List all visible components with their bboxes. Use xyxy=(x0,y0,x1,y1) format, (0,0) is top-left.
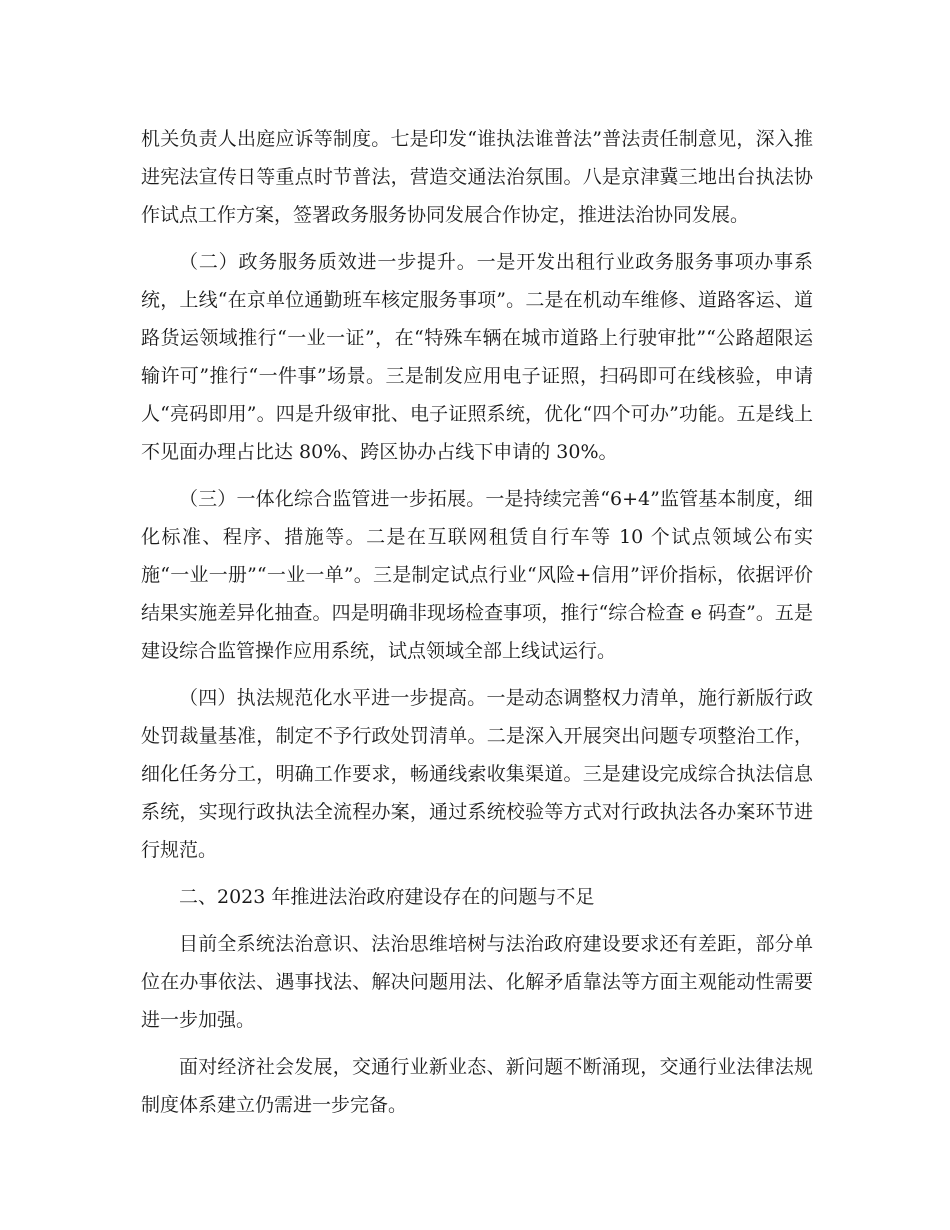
paragraph-integrated-supervision: （三）一体化综合监管进一步拓展。一是持续完善“6+4”监管基本制度，细化标准、程序、措施等。二是在互联网租赁自行车等 10 个试点领域公布实施“一业一册”“一业一单”。三是制定试点行业“风险+信用”评价指标，依据评价结果实施差异化抽查。四是明确非现场检查事项，推行“综合检查 e 码查”。五是建设综合监管操作应用系统，试点领域全部上线试运行。 xyxy=(141,488,813,662)
paragraph-continued: 机关负责人出庭应诉等制度。七是印发“谁执法谁普法”普法责任制意见，深入推进宪法宣传日等重点时节普法，营造交通法治氛围。八是京津冀三地出台执法协作试点工作方案，签署政务服务协同发展合作协定，推进法治协同发展。 xyxy=(141,128,813,226)
paragraph-law-enforcement: （四）执法规范化水平进一步提高。一是动态调整权力清单，施行新版行政处罚裁量基准，制定不予行政处罚清单。二是深入开展突出问题专项整治工作，细化任务分工，明确工作要求，畅通线索收集渠道。三是建设完成综合执法信息系统，实现行政执法全流程办案，通过系统校验等方式对行政执法各办案环节进行规范。 xyxy=(141,687,813,861)
paragraph-government-services: （二）政务服务质效进一步提升。一是开发出租行业政务服务事项办事系统，上线“在京单位通勤班车核定服务事项”。二是在机动车维修、道路客运、道路货运领域推行“一业一证”，在“特殊车辆在城市道路上行驶审批”“公路超限运输许可”推行“一件事”场景。三是制发应用电子证照，扫码即可在线核验，申请人“亮码即用”。四是升级审批、电子证照系统，优化“四个可办”功能。五是线上不见面办理占比达 80%、跨区协办占线下申请的 30%。 xyxy=(141,251,813,463)
paragraph-problem-awareness: 目前全系统法治意识、法治思维培树与法治政府建设要求还有差距，部分单位在办事依法、遇事找法、解决问题用法、化解矛盾靠法等方面主观能动性需要进一步加强。 xyxy=(141,933,813,1031)
paragraph-problem-regulations: 面对经济社会发展，交通行业新业态、新问题不断涌现，交通行业法律法规制度体系建立仍需进一步完备。 xyxy=(141,1056,813,1116)
section-heading-problems: 二、2023 年推进法治政府建设存在的问题与不足 xyxy=(179,886,595,908)
document-body xyxy=(141,120,813,1133)
